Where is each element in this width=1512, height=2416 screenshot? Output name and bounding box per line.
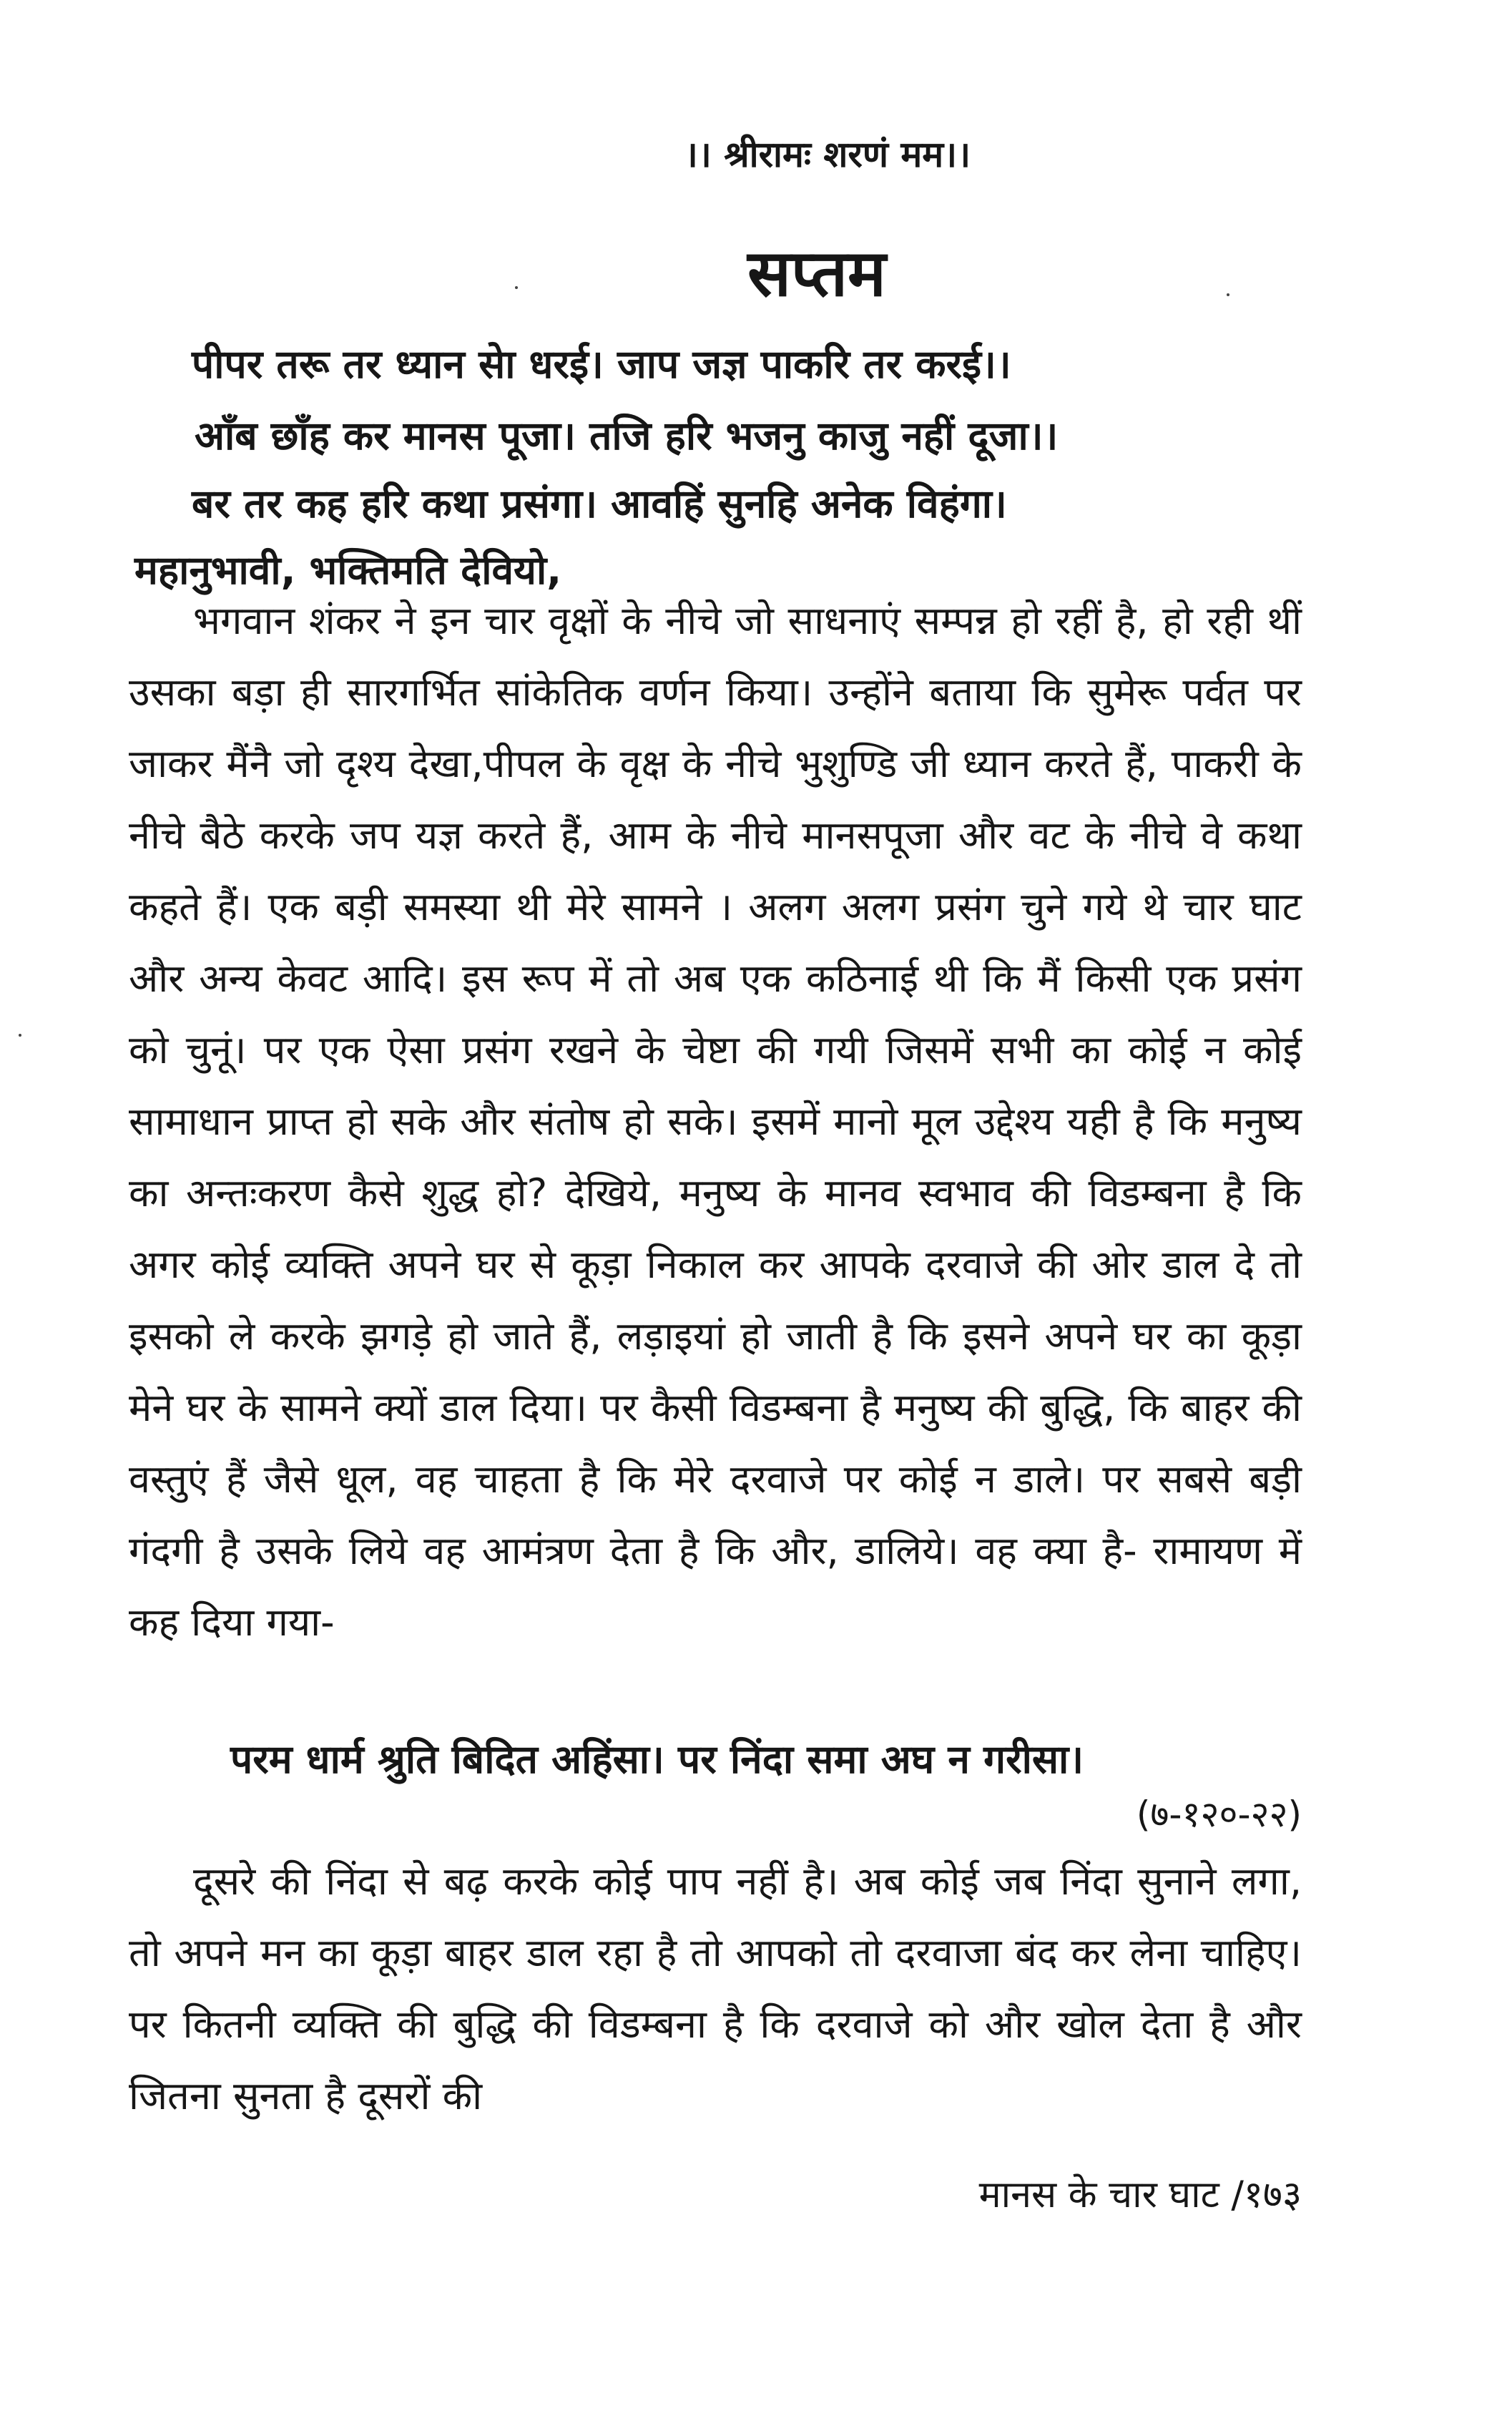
print-speck (19, 1034, 21, 1037)
verse-reference: (७-१२०-२२) (1136, 1794, 1302, 1835)
salutation: महानुभावी, भक्तिमति देवियो, (134, 547, 562, 593)
print-speck (1227, 293, 1229, 296)
chapter-title: सप्तम (747, 236, 886, 311)
invocation: ।। श्रीरामः शरणं मम।। (684, 134, 971, 175)
body-paragraph-1: भगवान शंकर ने इन चार वृक्षों के नीचे जो साधनाएं सम्पन्न हो रहीं है, हो रही थीं उसका बड़ा ही सारगर्भित सांकेतिक वर्णन किया। उन्होंने बताया कि सुमेरू पर्वत पर जाकर मैंनै जो दृश्य देखा,पीपल के वृक्ष के नीचे भुशुण्डि जी ध्यान करते हैं, पाकरी के नीचे बैठे करके जप यज्ञ करते हैं, आम के नीचे मानसपूजा और वट के नीचे वे कथा कहते हैं। एक बड़ी समस्या थी मेरे सामने । अलग अलग प्रसंग चुने गये थे चार घाट और अन्य केवट आदि। इस रूप में तो अब एक कठिनाई थी कि मैं किसी एक प्रसंग को चुनूं। पर एक ऐसा प्रसंग रखने के चेष्टा की गयी जिसमें सभी का कोई न कोई सामाधान प्राप्त हो सके और संतोष हो सके। इसमें मानो मूल उद्देश्य यही है कि मनुष्य का अन्तःकरण कैसे शुद्ध हो? देखिये, मनुष्य के मानव स्वभाव की विडम्बना है कि अगर कोई व्यक्ति अपने घर से कूड़ा निकाल कर आपके दरवाजे की ओर डाल दे तो इसको ले करके झगड़े हो जाते हैं, लड़ाइयां हो जाती है कि इसने अपने घर का कूड़ा मेने घर के सामने क्यों डाल दिया। पर कैसी विडम्बना है मनुष्य की बुद्धि, कि बाहर की वस्तुएं हैं जैसे धूल, वह चाहता है कि मेरे दरवाजे पर कोई न डाले। पर सबसे बड़ी गंदगी है उसके लिये वह आमंत्रण देता है कि और, डालिये। वह क्या है- रामायण में कह दिया गया- (129, 598, 1302, 1645)
opening-verse-line-3: बर तर कह हरि कथा प्रसंगा। आवहिं सुनहि अनेक विहंगा। (192, 481, 1007, 527)
opening-verse-line-2: आँब छाँह कर मानस पूजा। तजि हरि भजनु काजु नहीं दूजा।। (195, 413, 1059, 459)
print-speck (515, 286, 518, 289)
page-footer-running-title: मानस के चार घाट /१७३ (978, 2173, 1302, 2216)
quoted-verse: परम धार्म श्रुति बिदित अहिंसा। पर निंदा समा अघ न गरीसा। (230, 1736, 1084, 1782)
opening-verse-line-1: पीपर तरू तर ध्यान सेा धरई। जाप जज्ञ पाकरि तर करई।। (192, 341, 1011, 387)
body-paragraph-2: दूसरे की निंदा से बढ़ करके कोई पाप नहीं है। अब कोई जब निंदा सुनाने लगा, तो अपने मन का कूड़ा बाहर डाल रहा है तो आपको तो दरवाजा बंद कर लेना चाहिए। पर कितनी व्यक्ति की बुद्धि की विडम्बना है कि दरवाजे को और खोल देता है और जितना सुनता है दूसरों की (129, 1859, 1302, 2118)
